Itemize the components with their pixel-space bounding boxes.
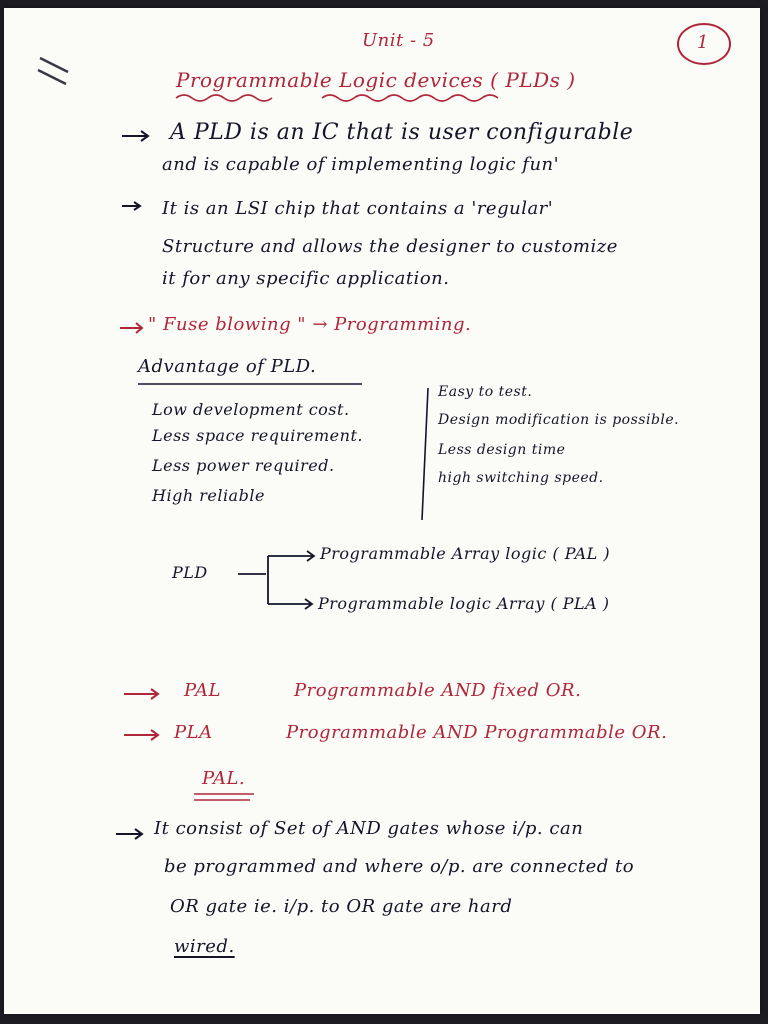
unit-heading: Unit - 5 bbox=[362, 30, 435, 51]
pal-description-line: be programmed and where o/p. are connected to bbox=[164, 856, 635, 877]
advantage-item: Less power required. bbox=[152, 456, 335, 475]
pal-description-line: OR gate ie. i/p. to OR gate are hard bbox=[170, 896, 513, 917]
advantage-item: high switching speed. bbox=[438, 470, 604, 486]
margin-slash-mark bbox=[40, 58, 68, 72]
tree-branch-pla: Programmable logic Array ( PLA ) bbox=[318, 594, 610, 613]
advantage-item: Less space requirement. bbox=[152, 426, 363, 445]
advantage-item: High reliable bbox=[152, 486, 265, 505]
fuse-arrow bbox=[120, 323, 142, 333]
pal-arrow bbox=[116, 829, 142, 839]
pla-definition: Programmable AND Programmable OR. bbox=[286, 722, 668, 743]
notebook-page bbox=[4, 8, 760, 1014]
definition-line: A PLD is an IC that is user configurable bbox=[170, 120, 634, 145]
definition-line: and is capable of implementing logic fun' bbox=[162, 154, 560, 175]
advantage-item: Low development cost. bbox=[152, 400, 350, 419]
advantage-item: Easy to test. bbox=[438, 384, 533, 400]
advantage-item: Less design time bbox=[438, 442, 566, 458]
title-squiggle-right bbox=[322, 95, 498, 101]
margin-slash-mark bbox=[38, 70, 66, 84]
bullet-arrows bbox=[122, 131, 148, 210]
pal-definition: Programmable AND fixed OR. bbox=[294, 680, 582, 701]
fuse-blowing-note: " Fuse blowing " → Programming. bbox=[148, 314, 472, 335]
lsi-line: Structure and allows the designer to customize bbox=[162, 236, 618, 257]
page-number: 1 bbox=[697, 32, 709, 53]
definition-arrows bbox=[124, 689, 158, 740]
lsi-line: it for any specific application. bbox=[162, 268, 450, 289]
page-title: Programmable Logic devices ( PLDs ) bbox=[176, 68, 576, 92]
pal-heading: PAL. bbox=[202, 768, 246, 789]
advantage-divider bbox=[422, 388, 428, 520]
tree-root: PLD bbox=[172, 563, 208, 582]
lsi-line: It is an LSI chip that contains a 'regular' bbox=[162, 198, 554, 219]
advantages-heading: Advantage of PLD. bbox=[138, 356, 317, 377]
title-squiggle-left bbox=[176, 95, 272, 101]
tree-branch-pal: Programmable Array logic ( PAL ) bbox=[320, 544, 611, 563]
pal-description-line: It consist of Set of AND gates whose i/p. can bbox=[154, 818, 584, 839]
pal-description-line: wired. bbox=[174, 936, 235, 957]
pla-label: PLA bbox=[174, 722, 213, 743]
advantage-item: Design modification is possible. bbox=[438, 412, 680, 428]
tree-bracket bbox=[238, 551, 314, 609]
pal-label: PAL bbox=[184, 680, 221, 701]
